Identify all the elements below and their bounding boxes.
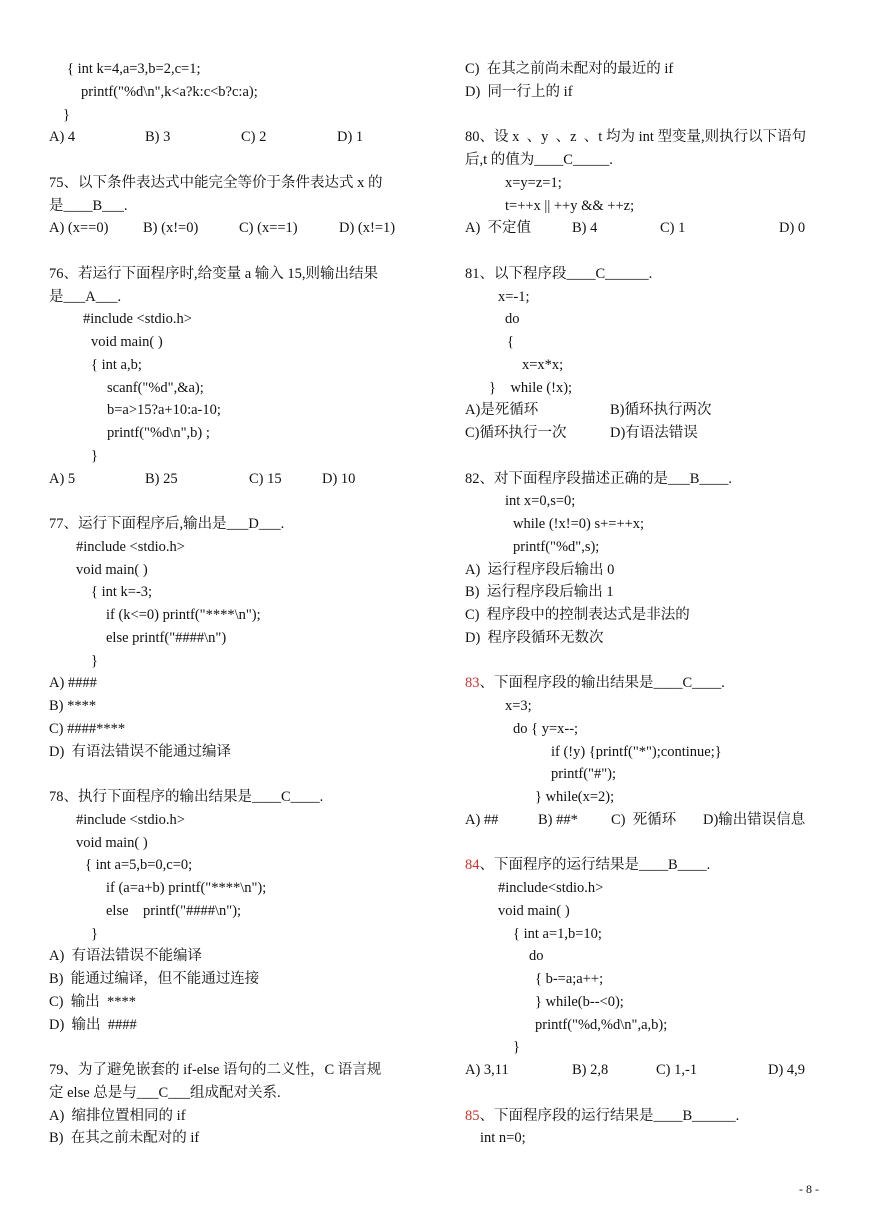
option: C) 死循环 [611, 811, 677, 828]
question-stem [465, 672, 835, 695]
code-line: void main( ) [76, 561, 148, 578]
text-line: 是___A___. [49, 288, 122, 305]
code-line: t=++x || ++y && ++z; [505, 197, 635, 214]
option: A) 3,11 [465, 1062, 509, 1078]
question-stem [49, 1059, 419, 1082]
option: A) ## [465, 811, 499, 828]
text-line: C) 输出 **** [49, 993, 136, 1010]
option: D) 10 [322, 470, 356, 487]
spacer [49, 149, 419, 172]
code-line: } [63, 106, 70, 123]
code-line: printf("#"); [551, 766, 616, 783]
question-text: 、执行下面程序的输出结果是____C____. [63, 789, 324, 805]
code-line: } [91, 447, 98, 464]
option: D) 0 [779, 220, 806, 237]
option: C) 15 [249, 470, 282, 487]
spacer [49, 1036, 419, 1059]
option: D) (x!=1) [339, 220, 396, 237]
spacer [49, 763, 419, 786]
question-text: 、运行下面程序后,输出是___D___. [63, 516, 285, 532]
question-number: 79 [49, 1062, 64, 1078]
text-line: D) 同一行上的 if [465, 83, 573, 100]
question-text: 、以下程序段____C______. [479, 265, 653, 282]
option: A) 不定值 [465, 220, 532, 237]
text-line: A) 缩排位置相同的 if [49, 1107, 186, 1124]
code-line: { int a,b; [91, 356, 142, 373]
text-line: 定 else 总是与___C___组成配对关系. [49, 1084, 281, 1101]
code-line: x=-1; [498, 288, 530, 305]
options-row [465, 217, 835, 240]
code-line: printf("%d",s); [513, 538, 600, 555]
code-line: x=y=z=1; [505, 174, 562, 191]
code-line: do { y=x--; [513, 720, 579, 737]
options-row [49, 217, 419, 240]
spacer [465, 445, 835, 468]
code-line: do [505, 311, 520, 328]
text-line: 后,t 的值为____C_____. [465, 152, 613, 168]
code-line: do [529, 948, 544, 965]
code-line: { int a=1,b=10; [513, 925, 602, 942]
option: D)输出错误信息 [703, 811, 806, 828]
code-line: if (k<=0) printf("****\n"); [106, 607, 261, 623]
text-line: B) 运行程序段后输出 1 [465, 584, 614, 601]
option: C) 1 [660, 220, 686, 237]
question-text: 、以下条件表达式中能完全等价于条件表达式 x 的 [63, 174, 383, 191]
question-number: 84 [465, 857, 480, 874]
code-line: { [507, 334, 514, 350]
option: C)循环执行一次 [465, 425, 567, 441]
text-line: C) 程序段中的控制表达式是非法的 [465, 607, 690, 623]
option: B) 2,8 [572, 1062, 609, 1078]
question-text: 、设 x 、y 、z 、t 均为 int 型变量,则执行以下语句 [479, 129, 807, 146]
options-row [465, 809, 835, 832]
text-line: D) 有语法错误不能通过编译 [49, 743, 232, 760]
option: A) 4 [49, 129, 76, 146]
option: D) 1 [337, 129, 364, 146]
code-line: else printf("####\n") [106, 629, 227, 646]
code-line: b=a>15?a+10:a-10; [107, 402, 221, 419]
spacer [465, 1082, 835, 1105]
text-line: A) 有语法错误不能编译 [49, 948, 203, 965]
question-text: 、下面程序的运行结果是____B____. [479, 857, 711, 874]
code-line: x=3; [505, 698, 532, 714]
question-stem [465, 468, 835, 491]
code-line: } [91, 652, 98, 669]
question-text: 、对下面程序段描述正确的是___B____. [479, 470, 733, 487]
text-line: C) ####**** [49, 720, 126, 737]
spacer [49, 490, 419, 513]
spacer [465, 832, 835, 855]
code-line: while (!x!=0) s+=++x; [513, 516, 645, 532]
question-stem [49, 172, 419, 195]
code-line: #include <stdio.h> [83, 311, 192, 328]
code-line: x=x*x; [522, 356, 564, 373]
option: B) ##* [538, 811, 578, 828]
question-stem [49, 513, 419, 536]
code-line: } [91, 925, 98, 942]
code-line: { int k=4,a=3,b=2,c=1; [67, 61, 201, 77]
page-number: - 8 - [799, 1182, 819, 1196]
code-line: printf("%d\n",k<a?k:c<b?c:a); [81, 83, 258, 100]
code-line: } [513, 1039, 520, 1056]
code-line: } while(b--<0); [535, 993, 624, 1010]
question-text: 、为了避免嵌套的 if-else 语句的二义性，C 语言规 [63, 1062, 382, 1078]
code-line: scanf("%d",&a); [107, 379, 204, 396]
option: B)循环执行两次 [610, 402, 712, 419]
options-row [465, 399, 835, 422]
question-stem [49, 786, 419, 809]
code-line: { int a=5,b=0,c=0; [85, 857, 193, 874]
question-text: 、下面程序段的输出结果是____C____. [479, 675, 725, 692]
code-line: printf("%d\n",b) ; [107, 425, 210, 441]
code-line: } while(x=2); [535, 789, 615, 805]
question-text: 、下面程序段的运行结果是____B______. [479, 1107, 740, 1124]
option: A)是死循环 [465, 402, 539, 419]
option: C) 2 [241, 129, 267, 146]
code-line: if (!y) {printf("*");continue;} [551, 743, 722, 760]
option: D) 4,9 [768, 1062, 806, 1078]
spacer [465, 104, 835, 127]
option: A) (x==0) [49, 220, 109, 237]
code-line: void main( ) [76, 834, 148, 851]
question-stem [49, 263, 419, 286]
options-row [49, 126, 419, 149]
code-line: { int k=-3; [91, 584, 153, 601]
option: B) (x!=0) [143, 220, 199, 237]
option: B) 3 [145, 129, 171, 146]
code-line: printf("%d,%d\n",a,b); [535, 1016, 668, 1033]
question-stem [465, 126, 835, 149]
question-number: 78 [49, 789, 64, 805]
question-number: 77 [49, 516, 64, 532]
options-row [465, 1059, 835, 1082]
code-line: #include <stdio.h> [76, 811, 185, 828]
question-stem [465, 1105, 835, 1128]
spacer [465, 240, 835, 263]
right-column [465, 58, 835, 1150]
question-number: 85 [465, 1107, 480, 1124]
text-line: B) 在其之前未配对的 if [49, 1130, 200, 1147]
spacer [465, 650, 835, 673]
text-line: D) 程序段循环无数次 [465, 629, 604, 646]
option: C) 1,-1 [656, 1062, 698, 1078]
text-line: A) #### [49, 675, 97, 692]
text-line: 是____B___. [49, 197, 128, 214]
code-line: } while (!x); [489, 379, 573, 396]
code-line: #include<stdio.h> [498, 880, 604, 896]
question-number: 76 [49, 265, 64, 282]
code-line: void main( ) [91, 334, 163, 350]
question-number: 75 [49, 174, 64, 191]
code-line: { b-=a;a++; [535, 971, 604, 987]
code-line: void main( ) [498, 902, 570, 919]
code-line: int x=0,s=0; [505, 493, 576, 510]
spacer [49, 240, 419, 263]
left-column [49, 58, 419, 1150]
code-line: #include <stdio.h> [76, 538, 185, 555]
text-line: B) **** [49, 698, 97, 714]
option: D)有语法错误 [610, 425, 698, 441]
question-number: 83 [465, 675, 480, 692]
question-number: 81 [465, 265, 480, 282]
options-row [49, 468, 419, 491]
text-line: B) 能通过编译，但不能通过连接 [49, 971, 260, 987]
question-text: 、若运行下面程序时,给变量 a 输入 15,则输出结果 [63, 265, 379, 282]
question-number: 80 [465, 129, 480, 146]
code-line: else printf("####\n"); [106, 902, 242, 919]
code-line: int n=0; [480, 1130, 526, 1147]
text-line: A) 运行程序段后输出 0 [465, 561, 615, 578]
text-line: C) 在其之前尚未配对的最近的 if [465, 61, 674, 77]
option: B) 4 [572, 220, 598, 237]
text-line: D) 输出 #### [49, 1016, 137, 1033]
option: C) (x==1) [239, 220, 298, 237]
options-row [465, 422, 835, 445]
option: B) 25 [145, 470, 178, 487]
question-number: 82 [465, 470, 480, 487]
option: A) 5 [49, 470, 76, 487]
question-stem [465, 263, 835, 286]
code-line: if (a=a+b) printf("****\n"); [106, 880, 267, 896]
question-stem [465, 854, 835, 877]
